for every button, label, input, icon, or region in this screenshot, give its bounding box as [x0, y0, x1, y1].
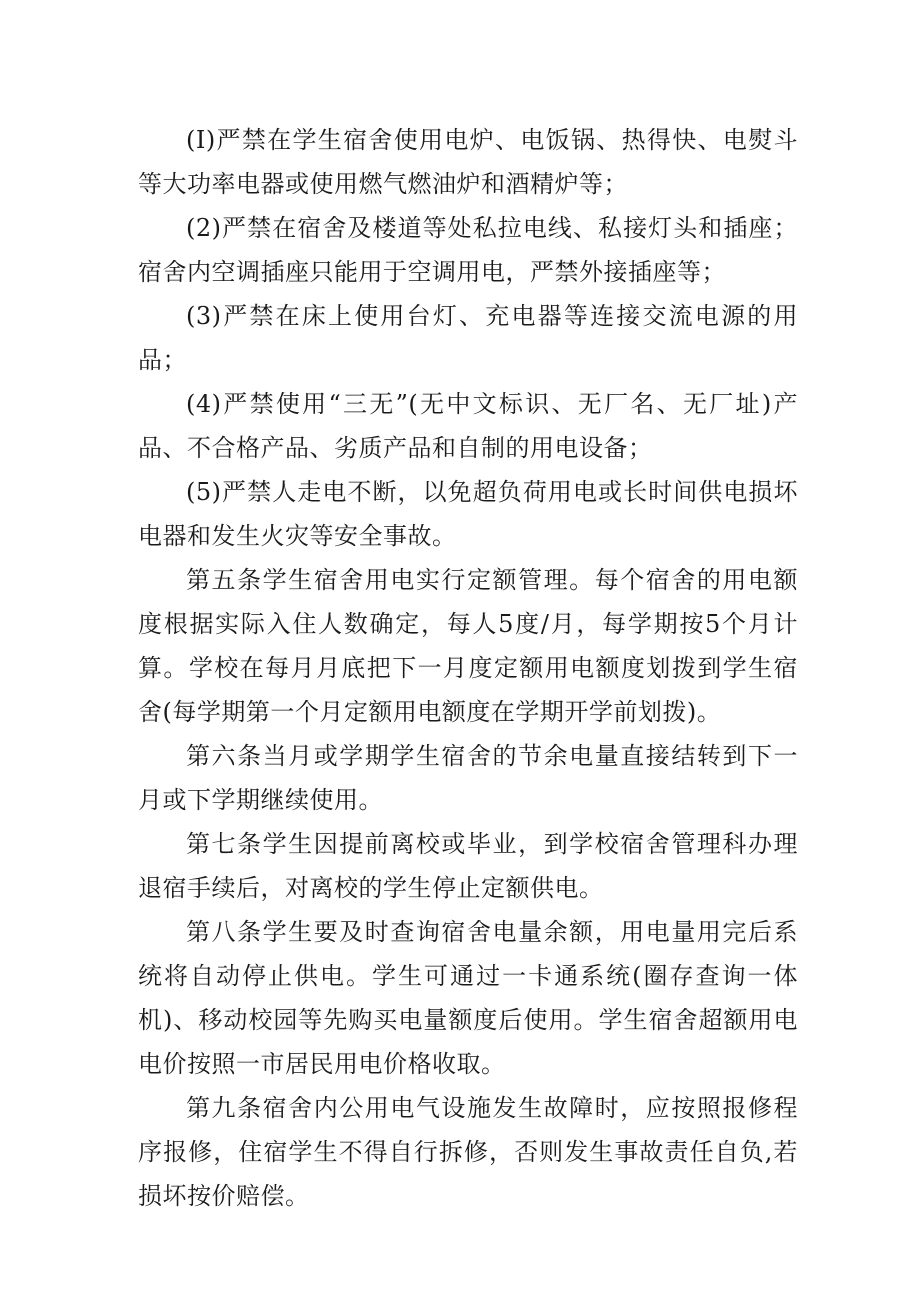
- paragraph-article-9: 第九条宿舍内公用电气设施发生故障时，应按照报修程序报修，住宿学生不得自行拆修，否则发生事故责任自负,若损坏按价赔偿。: [138, 1094, 798, 1210]
- paragraph-article-5: 第五条学生宿舍用电实行定额管理。每个宿舍的用电额度根据实际入住人数确定，每人5度/月，每学期按5个月计算。学校在每月月底把下一月度定额用电额度划拨到学生宿舍(每学期第一个月定额用电额度在学期开学前划拨)。: [138, 566, 798, 726]
- paragraph-article-8: 第八条学生要及时查询宿舍电量余额，用电量用完后系统将自动停止供电。学生可通过一卡通系统(圈存查询一体机)、移动校园等先购买电量额度后使用。学生宿舍超额用电电价按照一市居民用电价格收取。: [138, 918, 798, 1078]
- paragraph-rule-3: (3)严禁在床上使用台灯、充电器等连接交流电源的用品；: [138, 302, 798, 374]
- document-body: [138, 118, 798, 1218]
- paragraph-article-7: 第七条学生因提前离校或毕业，到学校宿舍管理科办理退宿手续后，对离校的学生停止定额供电。: [138, 830, 798, 902]
- paragraph-rule-4: (4)严禁使用“三无”(无中文标识、无厂名、无厂址)产品、不合格产品、劣质产品和自制的用电设备；: [138, 390, 798, 462]
- paragraph-rule-2: (2)严禁在宿舍及楼道等处私拉电线、私接灯头和插座；宿舍内空调插座只能用于空调用电，严禁外接插座等；: [138, 214, 798, 286]
- paragraph-rule-1: (I)严禁在学生宿舍使用电炉、电饭锅、热得快、电熨斗等大功率电器或使用燃气燃油炉和酒精炉等；: [138, 126, 798, 198]
- paragraph-rule-5: (5)严禁人走电不断，以免超负荷用电或长时间供电损坏电器和发生火灾等安全事故。: [138, 478, 798, 550]
- paragraph-article-6: 第六条当月或学期学生宿舍的节余电量直接结转到下一月或下学期继续使用。: [138, 742, 798, 814]
